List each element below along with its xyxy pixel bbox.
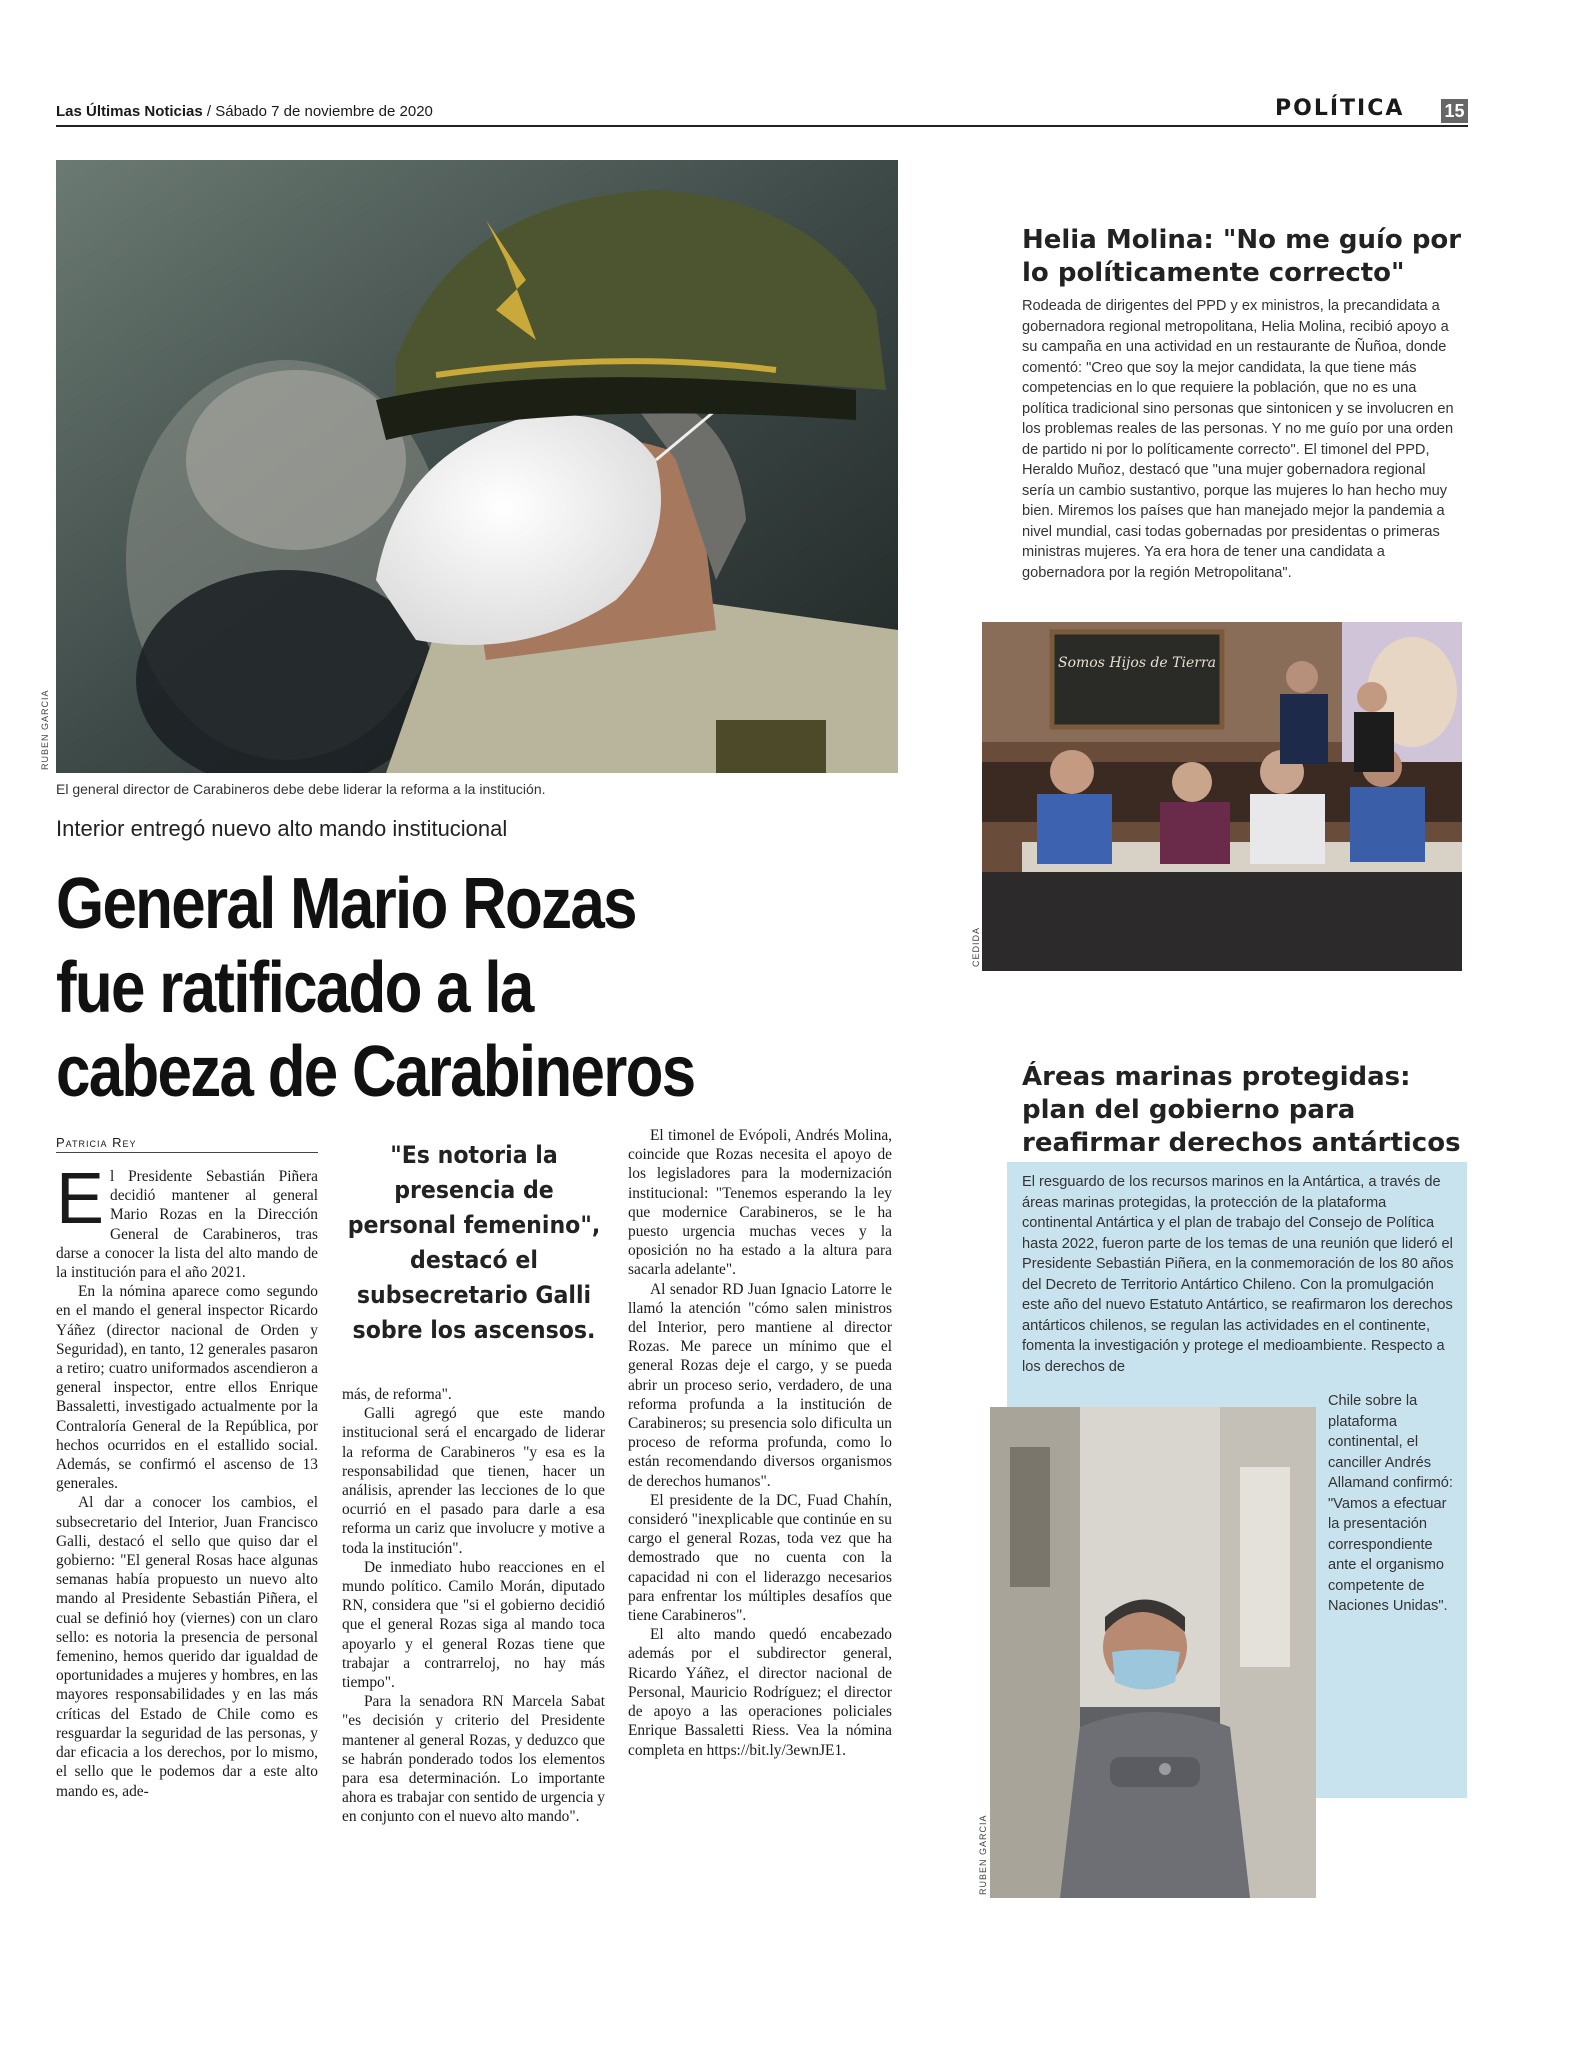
allamand-photo [990,1407,1316,1898]
header-rule [56,125,1468,127]
helia-event-photo [982,622,1462,971]
paragraph: El presidente de la DC, Fuad Chahín, consideró "inexplicable que continúe en su cargo el general Rozas, toda vez que ha demostrado que no cuenta con la capacidad ni con el liderazgo necesarios para enfrentar los múltiples desafíos que tiene Carabineros". [628,1491,892,1625]
pull-quote: "Es notoria la presencia de personal femenino", destacó el subsecretario Galli sobre los ascensos. [347,1141,601,1344]
photo-credit: RUBEN GARCIA [40,689,50,770]
article-column-3 [628,1126,892,1760]
paragraph: Galli agregó que este mando institucional será el encargado de liderar la reforma de Carabineros "y esa es la responsabilidad que tienen, hacer un análisis, aprender las lecciones de lo que ocurrió en el pasado para darle a esa reforma un cariz que involucre y motive a toda la institución". [342,1405,605,1557]
paragraph: El Presidente Sebastián Piñera decidió mantener al general Mario Rozas en la Dirección General de Carabineros, tras darse a conocer la lista del alto mando de la institución para el año 2021. [56,1159,318,1282]
paragraph: El timonel de Evópoli, Andrés Molina, coincide que Rozas necesita el apoyo de los legisladores para la modernización institucional: "Tenemos esperando la ley que modernice Carabineros, se le ha puesto urgencia muchas veces y la oposición no ha estado a la altura para sacarla adelante". [628,1127,892,1279]
sidebar-headline-areas: Áreas marinas protegidas: plan del gobierno para reafirmar derechos antárticos [1022,1062,1461,1158]
restaurant-event-image [982,622,1462,971]
publication-name: Las Últimas Noticias [56,103,203,120]
issue-date: Sábado 7 de noviembre de 2020 [215,103,433,120]
sidebar-headline-helia: Helia Molina: "No me guío por lo políticamente correcto" [1022,225,1462,288]
paragraph: El alto mando quedó encabezado además por el subdirector general, Ricardo Yáñez, el director nacional de Personal, Mauricio Rodríguez; el director de apoyo a las operaciones policiales Enrique Bassaletti Riess. Vea la nómina completa en https://bit.ly/3ewnJE1. [628,1626,892,1759]
sidebar-body-helia: Rodeada de dirigentes del PPD y ex ministros, la precandidata a gobernadora regional metropolitana, Helia Molina, recibió apoyo a su campaña en una actividad en un restaurante de Ñuñoa, donde comentó: "Creo que soy la mejor candidata, la que tiene más competencias en lo que requiere la población, que no es una política tradicional sino personas que sintonicen y se involucren en los problemas reales de las personas. Y no me guío por una orden de partido ni por lo políticamente correcto". El timonel del PPD, Heraldo Muñoz, destacó que "una mujer gobernadora regional sería un cambio sustantivo, porque las mujeres lo han hecho muy bien. Miremos los países que han manejado mejor la pandemia a nivel mundial, casi todas gobernadas por presidentas o primeras ministras mujeres. Ya era hora de tener una candidata a gobernadora por la región Metropolitana". [1022,298,1454,581]
paragraph: Al senador RD Juan Ignacio Latorre le llamó la atención "cómo salen ministros del Interior, pero mantiene al director Rozas. Me parece un mínimo que el general Rozas deje el cargo, y se pueda abrir un proceso serio, verdadero, de una reforma profunda a la institución de Carabineros; su presencia solo dificulta un proceso de reforma profunda, como lo están recomendando diversos organismos de derechos humanos". [628,1280,892,1490]
article-headline: General Mario Rozas fue ratificado a la cabeza de Carabineros [56,864,695,1112]
canciller-portrait-image [990,1407,1316,1898]
page-number: 15 [1441,99,1468,123]
general-portrait-image [56,160,898,773]
paragraph: Al dar a conocer los cambios, el subsecretario del Interior, Juan Francisco Galli, destacó el sello que quiso dar el gobierno: "El general Rosas hace algunas semanas había propuesto un nuevo alto mando al Presidente Sebastián Piñera, el cual se definió hoy (viernes) con un claro sello: es notoria la presencia de personal femenino, hemos querido dar igualdad de oportunidades a mujeres y hombres, en las mayores responsabilidades y en las más críticas del Estado de Chile como es resguardar la seguridad de las personas, y dar eficacia a los derechos, por lo mismo, el sello que le podemos dar a este alto mando es, ade- [56,1494,319,1800]
paragraph: Para la senadora RN Marcela Sabat "es decisión y criterio del Presidente mantener al general Rozas, y deduzco que se habrán ponderado todos los elementos para esa determinación. Lo importante ahora es trabajar con sentido de urgencia y en conjunto con el nuevo alto mando". [342,1693,605,1826]
article-kicker: Interior entregó nuevo alto mando institucional [56,816,508,841]
masthead: Las Últimas Noticias / Sábado 7 de noviembre de 2020 [56,103,433,120]
paragraph: En la nómina aparece como segundo en el mando el general inspector Ricardo Yáñez (director nacional de Orden y Seguridad), en tanto, 12 generales pasaron a retiro; cuatro uniformados ascendieron a general inspector, entre ellos Enrique Bassaletti, investigado actualmente por la Contraloría General de la República, por hechos ocurridos en el estallido social. Además, se confirmó el ascenso de 13 generales. [56,1283,318,1493]
article-column-2 [342,1385,605,1827]
sidebar-body-areas-continued: Chile sobre la plataforma continental, el canciller Andrés Allamand confirmó: "Vamos a efectuar la presentación correspondiente ante el organismo competente de Naciones Unidas". [1328,1393,1453,1614]
photo-credit: RUBEN GARCIA [978,1814,988,1895]
photo-credit: CEDIDA [971,926,981,967]
chalkboard-text: Somos Hijos de Tierra [1058,655,1216,671]
article-column-1 [56,1159,319,1801]
sidebar-body-areas: El resguardo de los recursos marinos en la Antártica, a través de áreas marinas protegidas, la protección de la plataforma continental Antártica y el plan de trabajo del Consejo de Política hasta 2022, fueron parte de los temas de una reunión que lideró el Presidente Sebastián Piñera, en la conmemoración de los 80 años del Decreto de Territorio Antártico Chileno. Con la promulgación este año del nuevo Estatuto Antártico, se reafirmaron los derechos antárticos chilenos, se regulan las actividades en el continente, fomenta la investigación y protege el medioambiente. Respecto a los derechos de [1022,1174,1454,1375]
drop-cap: E [56,1159,105,1239]
section-label: POLÍTICA [1275,96,1405,121]
paragraph: De inmediato hubo reacciones en el mundo político. Camilo Morán, diputado RN, considera que "si el gobierno decidió que el general Rozas siga al mando toca apoyarlo y el general Rozas tiene que trabajar a contrarreloj, no hay más tiempo". [342,1558,605,1692]
paragraph: más, de reforma". [342,1386,452,1403]
article-byline: Patricia Rey [56,1135,318,1153]
main-photo [56,160,898,773]
photo-caption: El general director de Carabineros debe debe liderar la reforma a la institución. [56,781,546,797]
